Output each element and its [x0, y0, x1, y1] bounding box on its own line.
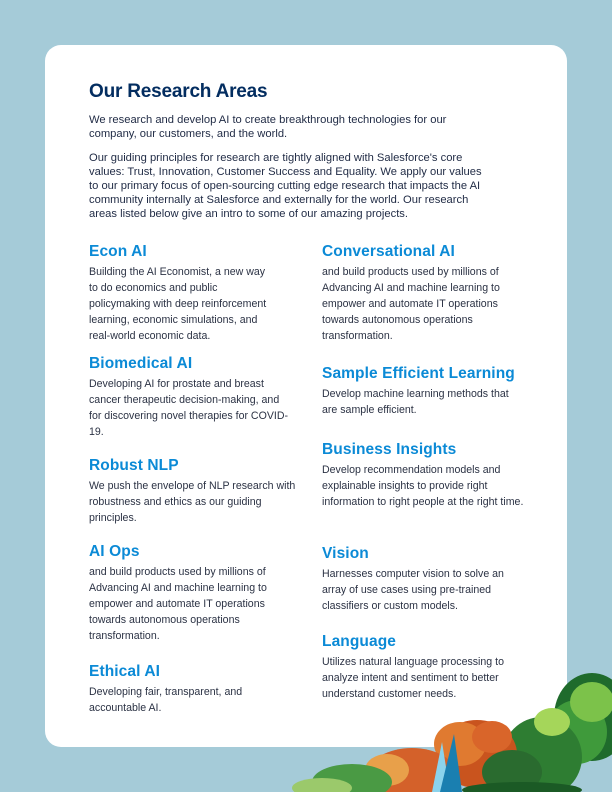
research-area-ai-ops [89, 543, 299, 644]
area-description: We push the envelope of NLP research with robustness and ethics as our guiding principles. [89, 480, 296, 524]
area-heading: Business Insights [322, 441, 457, 458]
research-area-ethical-ai [89, 663, 299, 716]
research-area-sample-efficient-learning [322, 365, 534, 418]
area-heading: Robust NLP [89, 457, 179, 474]
area-description: Utilizes natural language processing to analyze intent and sentiment to better understand customer needs. [322, 656, 504, 700]
research-area-econ-ai [89, 243, 299, 344]
research-area-vision [322, 545, 534, 614]
area-heading: Biomedical AI [89, 355, 193, 372]
area-description: Harnesses computer vision to solve an array of use cases using pre-trained classifiers or custom models. [322, 568, 504, 612]
area-heading: Sample Efficient Learning [322, 365, 515, 382]
intro-paragraph-1: We research and develop AI to create breakthrough technologies for our company, our customers, and the world. [89, 114, 447, 140]
research-area-robust-nlp [89, 457, 299, 526]
area-description: Develop machine learning methods that are sample efficient. [322, 388, 509, 416]
area-description: Develop recommendation models and explainable insights to provide right information to right people at the right time. [322, 464, 524, 508]
research-area-biomedical-ai [89, 355, 299, 440]
area-heading: Econ AI [89, 243, 147, 260]
foliage-illustration-icon [292, 662, 612, 792]
area-description: and build products used by millions of Advancing AI and machine learning to empower and automate IT operations towards autonomous operations transformation. [89, 566, 267, 642]
area-description: and build products used by millions of Advancing AI and machine learning to empower and automate IT operations towards autonomous operations transformation. [322, 266, 500, 342]
intro-paragraph-2: Our guiding principles for research are tightly aligned with Salesforce's core values: Trust, Innovation, Customer Success and Equality. We apply our values to our primary focus of open-sourcing cutting edge research that impacts the AI community internally at Salesforce and externally for the world. Our research areas listed below give an intro to some of our amazing projects. [89, 152, 482, 220]
area-heading: Vision [322, 545, 369, 562]
area-description: Developing fair, transparent, and accountable AI. [89, 686, 243, 714]
area-heading: AI Ops [89, 543, 140, 560]
research-areas-card [45, 45, 567, 747]
research-area-business-insights [322, 441, 534, 510]
area-heading: Language [322, 633, 397, 650]
area-heading: Conversational AI [322, 243, 455, 260]
area-description: Building the AI Economist, a new way to do economics and public policymaking with deep reinforcement learning, economic simulations, and real-world economic data. [89, 266, 267, 342]
area-heading: Ethical AI [89, 663, 161, 680]
area-description: Developing AI for prostate and breast cancer therapeutic decision-making, and for discovering novel therapies for COVID-19. [89, 378, 289, 438]
research-area-conversational-ai [322, 243, 534, 344]
page-title: Our Research Areas [89, 81, 268, 102]
